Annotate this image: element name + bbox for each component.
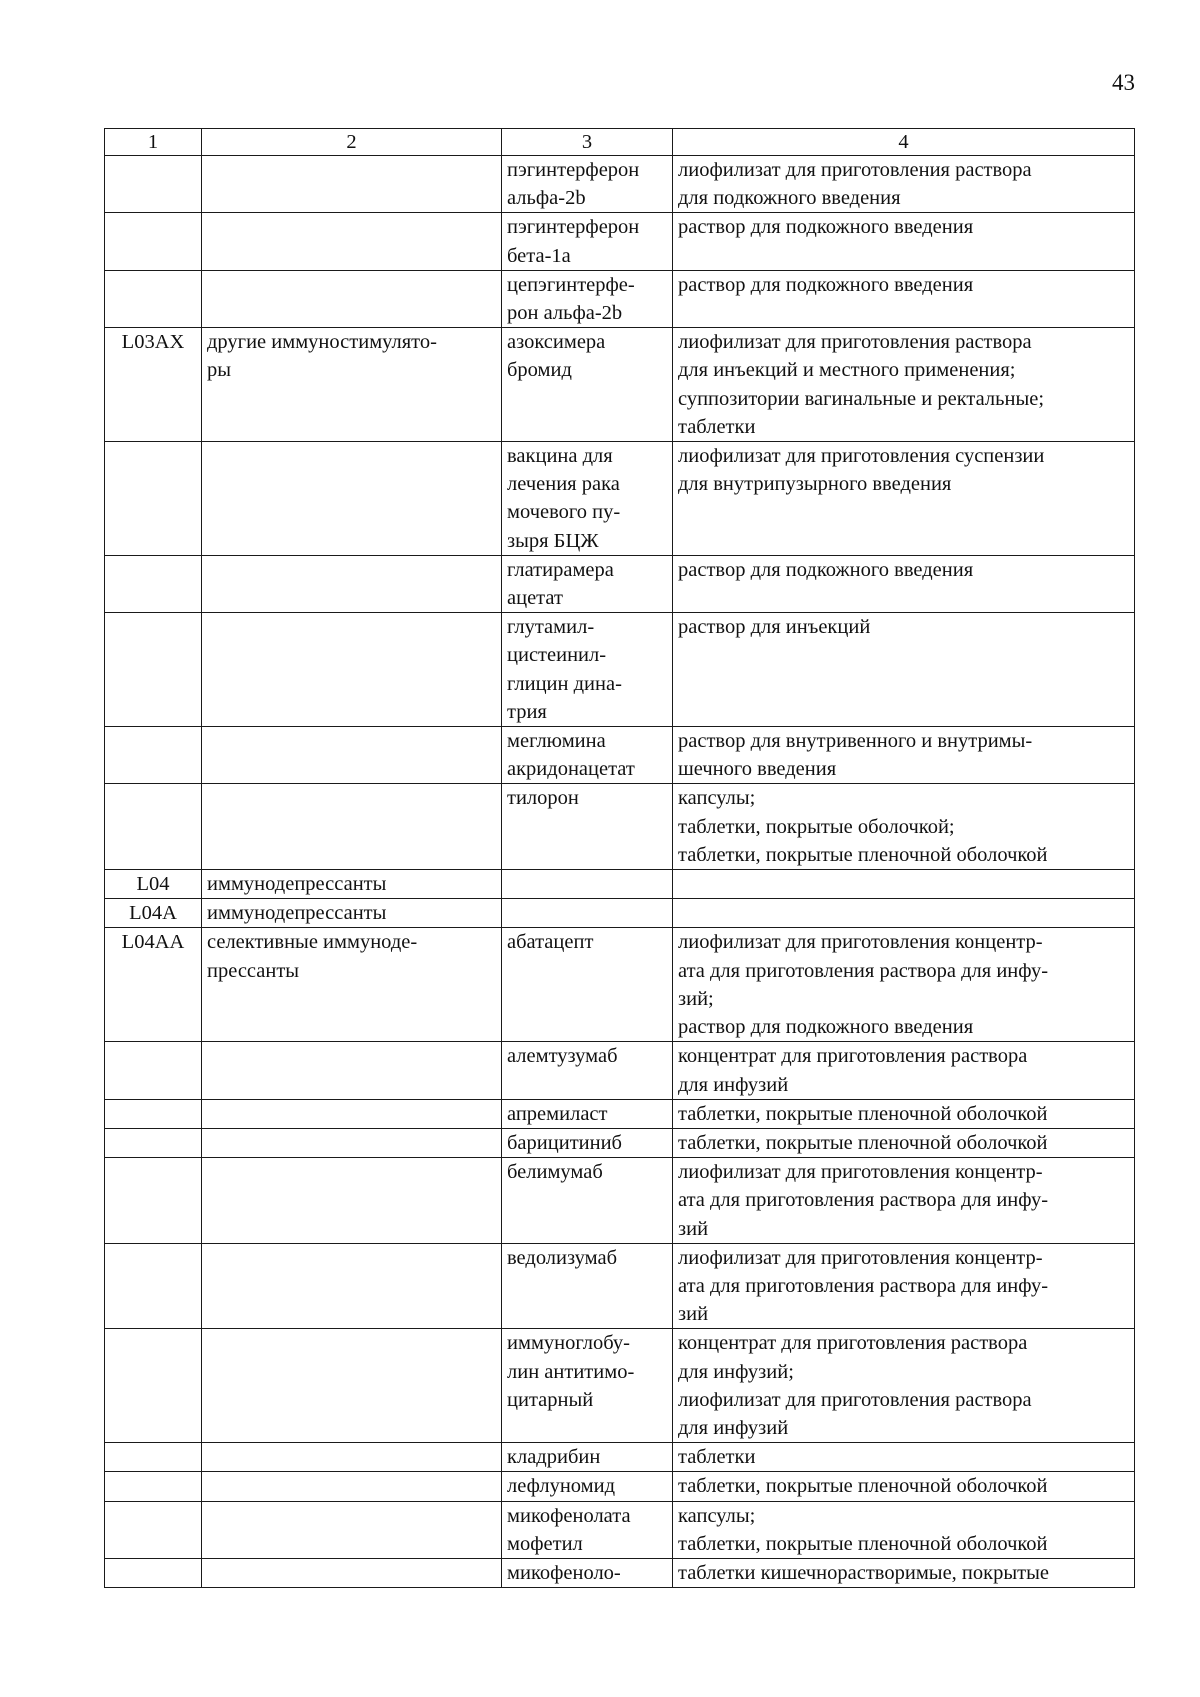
group-name-cell: [202, 1329, 502, 1443]
group-name-cell: [202, 156, 502, 213]
table-row: [105, 328, 1135, 442]
group-name-cell: [202, 1501, 502, 1558]
atc-code-cell: [105, 555, 202, 612]
table-row: [105, 1501, 1135, 1558]
dosage-form-cell: таблетки, покрытые пленочной оболочкой: [673, 1472, 1135, 1501]
drug-name-cell: глатирамера ацетат: [502, 555, 673, 612]
group-name-cell: иммунодепрессанты: [202, 899, 502, 928]
atc-code-cell: [105, 1243, 202, 1329]
dosage-form-cell: раствор для подкожного введения: [673, 555, 1135, 612]
atc-code-cell: [105, 270, 202, 327]
dosage-form-cell: лиофилизат для приготовления раствора для подкожного введения: [673, 156, 1135, 213]
atc-code-cell: [105, 1158, 202, 1244]
drug-name-cell: ведолизумаб: [502, 1243, 673, 1329]
table-row: [105, 1128, 1135, 1157]
drug-name-cell: микофенолата мофетил: [502, 1501, 673, 1558]
drug-name-cell: пэгинтерферон бета-1a: [502, 213, 673, 270]
table-row: [105, 156, 1135, 213]
atc-code-cell: [105, 1099, 202, 1128]
table-row: [105, 1099, 1135, 1128]
drug-name-cell: кладрибин: [502, 1443, 673, 1472]
drug-name-cell: пэгинтерферон альфа-2b: [502, 156, 673, 213]
table-row: [105, 1158, 1135, 1244]
group-name-cell: [202, 1243, 502, 1329]
atc-code-cell: [105, 727, 202, 784]
table-row: [105, 213, 1135, 270]
table-row: [105, 784, 1135, 870]
atc-code-cell: [105, 613, 202, 727]
drug-name-cell: алемтузумаб: [502, 1042, 673, 1099]
dosage-form-cell: таблетки, покрытые пленочной оболочкой: [673, 1128, 1135, 1157]
dosage-form-cell: таблетки, покрытые пленочной оболочкой: [673, 1099, 1135, 1128]
atc-code-cell: [105, 1329, 202, 1443]
drug-name-cell: барицитиниб: [502, 1128, 673, 1157]
dosage-form-cell: концентрат для приготовления раствора для инфузий; лиофилизат для приготовления раствора для инфузий: [673, 1329, 1135, 1443]
drug-name-cell: тилорон: [502, 784, 673, 870]
group-name-cell: [202, 1158, 502, 1244]
group-name-cell: [202, 1472, 502, 1501]
table-header: [105, 129, 1135, 156]
atc-code-cell: [105, 442, 202, 556]
atc-code-cell: [105, 784, 202, 870]
table-body: [105, 156, 1135, 1588]
dosage-form-cell: таблетки кишечнорастворимые, покрытые: [673, 1558, 1135, 1587]
drug-name-cell: микофеноло-: [502, 1558, 673, 1587]
dosage-form-cell: капсулы; таблетки, покрытые пленочной оболочкой: [673, 1501, 1135, 1558]
drug-name-cell: вакцина для лечения рака мочевого пу- зыря БЦЖ: [502, 442, 673, 556]
table-row: [105, 899, 1135, 928]
group-name-cell: [202, 1099, 502, 1128]
group-name-cell: [202, 1558, 502, 1587]
atc-code-cell: L04: [105, 870, 202, 899]
dosage-form-cell: [673, 870, 1135, 899]
dosage-form-cell: раствор для подкожного введения: [673, 270, 1135, 327]
table-row: [105, 270, 1135, 327]
group-name-cell: [202, 213, 502, 270]
atc-code-cell: [105, 1128, 202, 1157]
atc-code-cell: L04AA: [105, 928, 202, 1042]
dosage-form-cell: таблетки: [673, 1443, 1135, 1472]
table-row: [105, 870, 1135, 899]
header-col-4: 4: [673, 129, 1135, 156]
group-name-cell: [202, 613, 502, 727]
dosage-form-cell: лиофилизат для приготовления раствора для инъекций и местного применения; суппозитории вагинальные и ректальные; таблетки: [673, 328, 1135, 442]
header-col-3: 3: [502, 129, 673, 156]
dosage-form-cell: лиофилизат для приготовления концентр- ата для приготовления раствора для инфу- зий: [673, 1243, 1135, 1329]
atc-code-cell: L03AX: [105, 328, 202, 442]
atc-code-cell: [105, 1443, 202, 1472]
atc-code-cell: [105, 1501, 202, 1558]
dosage-form-cell: раствор для внутривенного и внутримы- шечного введения: [673, 727, 1135, 784]
drug-table: [104, 128, 1135, 1588]
atc-code-cell: L04A: [105, 899, 202, 928]
group-name-cell: [202, 1042, 502, 1099]
dosage-form-cell: [673, 899, 1135, 928]
group-name-cell: [202, 784, 502, 870]
table-row: [105, 613, 1135, 727]
group-name-cell: [202, 1128, 502, 1157]
atc-code-cell: [105, 156, 202, 213]
dosage-form-cell: раствор для подкожного введения: [673, 213, 1135, 270]
table-row: [105, 727, 1135, 784]
dosage-form-cell: лиофилизат для приготовления концентр- ата для приготовления раствора для инфу- зий; раствор для подкожного введения: [673, 928, 1135, 1042]
group-name-cell: [202, 555, 502, 612]
table-row: [105, 928, 1135, 1042]
atc-code-cell: [105, 1472, 202, 1501]
atc-code-cell: [105, 213, 202, 270]
header-row: [105, 129, 1135, 156]
drug-name-cell: лефлуномид: [502, 1472, 673, 1501]
table-row: [105, 1443, 1135, 1472]
dosage-form-cell: лиофилизат для приготовления суспензии для внутрипузырного введения: [673, 442, 1135, 556]
atc-code-cell: [105, 1558, 202, 1587]
group-name-cell: [202, 442, 502, 556]
drug-name-cell: меглюмина акридонацетат: [502, 727, 673, 784]
table-row: [105, 1472, 1135, 1501]
group-name-cell: иммунодепрессанты: [202, 870, 502, 899]
table-row: [105, 1042, 1135, 1099]
header-col-1: 1: [105, 129, 202, 156]
drug-name-cell: цепэгинтерфе- рон альфа-2b: [502, 270, 673, 327]
group-name-cell: другие иммуностимулято- ры: [202, 328, 502, 442]
drug-name-cell: [502, 870, 673, 899]
header-col-2: 2: [202, 129, 502, 156]
page-number: 43: [1112, 70, 1135, 95]
drug-name-cell: абатацепт: [502, 928, 673, 1042]
table-row: [105, 1558, 1135, 1587]
table-row: [105, 1243, 1135, 1329]
atc-code-cell: [105, 1042, 202, 1099]
dosage-form-cell: лиофилизат для приготовления концентр- ата для приготовления раствора для инфу- зий: [673, 1158, 1135, 1244]
drug-name-cell: иммуноглобу- лин антитимо- цитарный: [502, 1329, 673, 1443]
group-name-cell: [202, 727, 502, 784]
drug-name-cell: белимумаб: [502, 1158, 673, 1244]
table-row: [105, 1329, 1135, 1443]
dosage-form-cell: раствор для инъекций: [673, 613, 1135, 727]
group-name-cell: селективные иммуноде- прессанты: [202, 928, 502, 1042]
drug-name-cell: апремиласт: [502, 1099, 673, 1128]
drug-name-cell: [502, 899, 673, 928]
drug-name-cell: азоксимера бромид: [502, 328, 673, 442]
drug-name-cell: глутамил- цистеинил- глицин дина- трия: [502, 613, 673, 727]
table-row: [105, 555, 1135, 612]
dosage-form-cell: концентрат для приготовления раствора для инфузий: [673, 1042, 1135, 1099]
table-row: [105, 442, 1135, 556]
group-name-cell: [202, 1443, 502, 1472]
dosage-form-cell: капсулы; таблетки, покрытые оболочкой; таблетки, покрытые пленочной оболочкой: [673, 784, 1135, 870]
group-name-cell: [202, 270, 502, 327]
